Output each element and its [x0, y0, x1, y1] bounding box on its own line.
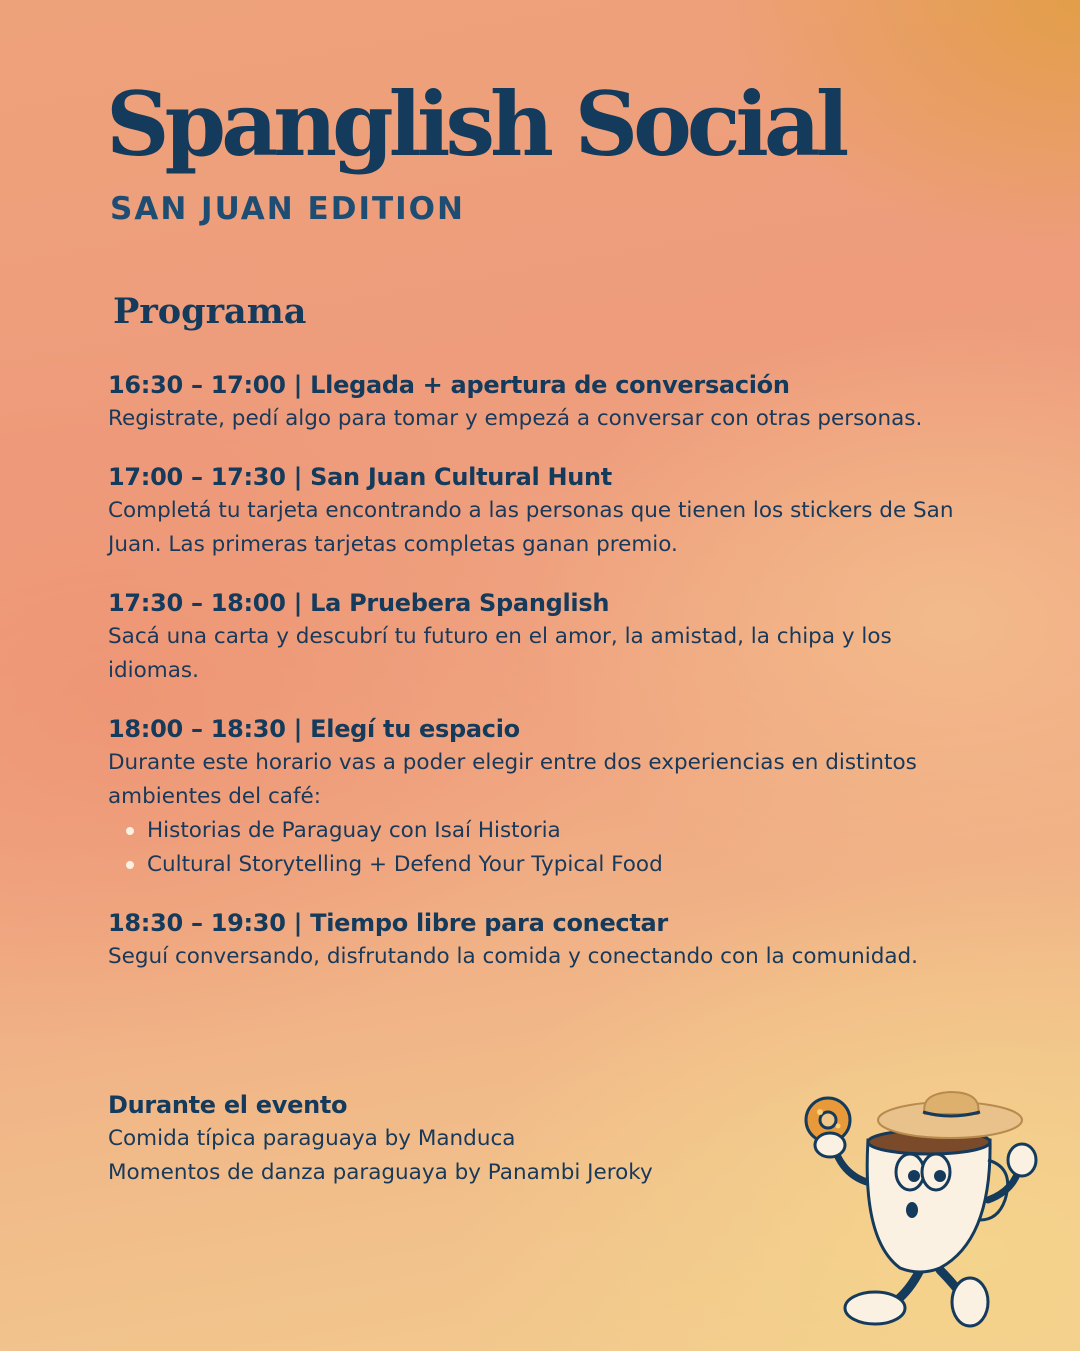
schedule-item-title: 18:30 – 19:30 | Tiempo libre para conectar: [108, 909, 668, 937]
during-event-title: Durante el evento: [108, 1091, 348, 1119]
schedule-item-title: 17:00 – 17:30 | San Juan Cultural Hunt: [108, 463, 612, 491]
program-schedule: [108, 368, 988, 998]
schedule-item-description: Durante este horario vas a poder elegir entre dos experiencias en distintos ambientes del café:: [108, 750, 917, 809]
bullet-dot-icon: [126, 861, 134, 869]
schedule-item: [108, 586, 988, 688]
event-subtitle: SAN JUAN EDITION: [110, 191, 465, 227]
schedule-item: [108, 712, 988, 882]
during-event-line: Comida típica paraguaya by Manduca: [108, 1126, 516, 1151]
schedule-item-description: Completá tu tarjeta encontrando a las personas que tienen los stickers de San Juan. Las primeras tarjetas completas ganan premio.: [108, 498, 954, 557]
schedule-item-description: Sacá una carta y descubrí tu futuro en el amor, la amistad, la chipa y los idiomas.: [108, 624, 892, 683]
experience-options-list: [108, 814, 988, 882]
experience-option: [126, 814, 988, 848]
schedule-item-title: 16:30 – 17:00 | Llegada + apertura de conversación: [108, 371, 790, 399]
schedule-item: [108, 368, 988, 436]
experience-option-label: Historias de Paraguay con Isaí Historia: [147, 818, 561, 843]
schedule-item-title: 18:00 – 18:30 | Elegí tu espacio: [108, 715, 520, 743]
schedule-item-description: Seguí conversando, disfrutando la comida y conectando con la comunidad.: [108, 944, 919, 969]
experience-option-label: Cultural Storytelling + Defend Your Typical Food: [147, 852, 663, 877]
during-event-line: Momentos de danza paraguaya by Panambi Jeroky: [108, 1160, 653, 1185]
schedule-item: [108, 460, 988, 562]
schedule-item: [108, 906, 988, 974]
bullet-dot-icon: [126, 827, 134, 835]
program-heading: Programa: [113, 291, 307, 332]
coffee-cup-mascot-icon: [800, 1090, 1050, 1330]
experience-option: [126, 848, 988, 882]
schedule-item-title: 17:30 – 18:00 | La Pruebera Spanglish: [108, 589, 610, 617]
event-title: Spanglish Social: [106, 72, 845, 176]
during-event-section: [108, 1088, 808, 1190]
schedule-item-description: Registrate, pedí algo para tomar y empezá a conversar con otras personas.: [108, 406, 923, 431]
